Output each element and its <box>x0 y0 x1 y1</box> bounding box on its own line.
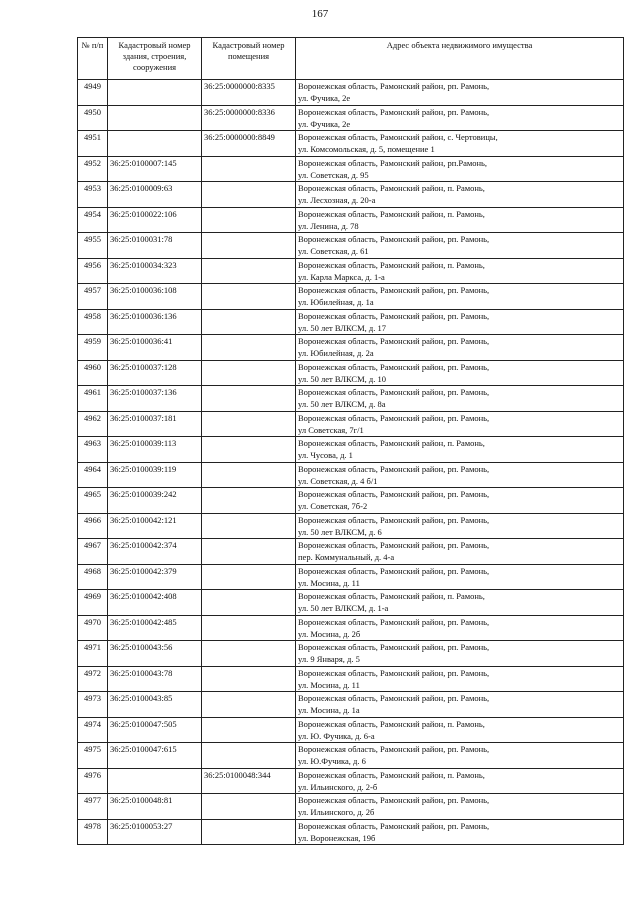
row-number-cell: 4959 <box>78 335 108 361</box>
address-cell <box>296 513 624 539</box>
address-line-region: Воронежская область, Рамонский район, рп. Рамонь, <box>298 565 490 576</box>
premises-cadastral-cell <box>202 386 296 412</box>
address-line-street: ул. Советская, д. 61 <box>298 246 369 256</box>
row-number-cell: 4950 <box>78 105 108 131</box>
building-cadastral-cell: 36:25:0100031:78 <box>108 233 202 259</box>
address-line-region: Воронежская область, Рамонский район, рп. Рамонь, <box>298 642 490 652</box>
address-cell <box>296 564 624 590</box>
building-cadastral-cell: 36:25:0100042:485 <box>108 615 202 641</box>
premises-cadastral-cell <box>202 488 296 514</box>
address-cell <box>296 462 624 488</box>
building-cadastral-cell: 36:25:0100009:63 <box>108 182 202 208</box>
premises-cadastral-cell <box>202 335 296 361</box>
row-number-cell: 4954 <box>78 207 108 233</box>
row-number-cell: 4961 <box>78 386 108 412</box>
row-number-cell: 4958 <box>78 309 108 335</box>
premises-cadastral-cell: 36:25:0000000:8335 <box>202 80 296 106</box>
address-line-street: ул. Ильинского, д. 2-б <box>298 781 378 792</box>
address-line-region: Воронежская область, Рамонский район, п. Рамонь, <box>298 769 485 780</box>
building-cadastral-cell: 36:25:0100039:113 <box>108 437 202 463</box>
premises-cadastral-cell <box>202 590 296 616</box>
building-cadastral-cell: 36:25:0100042:408 <box>108 590 202 616</box>
table-row <box>78 386 624 412</box>
address-cell <box>296 105 624 131</box>
building-cadastral-cell: 36:25:0100043:56 <box>108 641 202 667</box>
address-line-street: ул. Чусова, д. 1 <box>298 450 353 460</box>
table-row <box>78 309 624 335</box>
row-number-cell: 4953 <box>78 182 108 208</box>
address-line-street: ул. 50 лет ВЛКСМ, д. 1-а <box>298 603 389 613</box>
address-cell <box>296 590 624 616</box>
address-line-street: ул. Мосина, д. 11 <box>298 679 360 690</box>
table-row <box>78 462 624 488</box>
building-cadastral-cell: 36:25:0100037:136 <box>108 386 202 412</box>
table-row <box>78 207 624 233</box>
table-row <box>78 641 624 667</box>
building-cadastral-cell: 36:25:0100042:379 <box>108 564 202 590</box>
address-cell <box>296 743 624 769</box>
row-number-cell: 4972 <box>78 666 108 692</box>
table-row <box>78 513 624 539</box>
address-line-street: ул Советская, 7г/1 <box>298 424 364 435</box>
address-line-region: Воронежская область, Рамонский район, п. Рамонь, <box>298 718 485 729</box>
address-line-street: ул. Воронежская, 19б <box>298 832 376 843</box>
premises-cadastral-cell <box>202 819 296 845</box>
row-number-cell: 4969 <box>78 590 108 616</box>
building-cadastral-cell <box>108 105 202 131</box>
premises-cadastral-cell <box>202 564 296 590</box>
address-line-region: Воронежская область, Рамонский район, рп. Рамонь, <box>298 387 490 397</box>
premises-cadastral-cell <box>202 411 296 437</box>
address-cell <box>296 360 624 386</box>
address-cell <box>296 666 624 692</box>
address-cell <box>296 488 624 514</box>
table-row <box>78 156 624 182</box>
address-line-region: Воронежская область, Рамонский район, рп. Рамонь, <box>298 540 490 550</box>
table-row <box>78 590 624 616</box>
building-cadastral-cell: 36:25:0100047:505 <box>108 717 202 743</box>
premises-cadastral-cell <box>202 207 296 233</box>
address-line-street: ул. Советская, д. 95 <box>298 169 369 180</box>
address-line-street: ул. Комсомольская, д. 5, помещение 1 <box>298 144 435 154</box>
row-number-cell: 4968 <box>78 564 108 590</box>
table-row <box>78 437 624 463</box>
premises-cadastral-cell <box>202 743 296 769</box>
row-number-cell: 4960 <box>78 360 108 386</box>
premises-cadastral-cell <box>202 794 296 820</box>
premises-cadastral-cell <box>202 182 296 208</box>
building-cadastral-cell: 36:25:0100037:128 <box>108 360 202 386</box>
address-line-region: Воронежская область, Рамонский район, с. Чертовицы, <box>298 132 498 142</box>
address-cell <box>296 258 624 284</box>
address-line-street: ул. Советская, 7б-2 <box>298 501 368 511</box>
address-line-region: Воронежская область, Рамонский район, рп. Рамонь, <box>298 795 490 805</box>
table-header-row <box>78 38 624 80</box>
table-row <box>78 258 624 284</box>
header-address: Адрес объекта недвижимого имущества <box>296 38 624 80</box>
row-number-cell: 4967 <box>78 539 108 565</box>
table-row <box>78 360 624 386</box>
header-premises-cadastral: Кадастровый номер помещения <box>202 38 296 80</box>
building-cadastral-cell: 36:25:0100039:242 <box>108 488 202 514</box>
address-line-street: ул. 50 лет ВЛКСМ, д. 6 <box>298 526 382 537</box>
address-line-street: ул. Ильинского, д. 2б <box>298 807 375 817</box>
address-cell <box>296 437 624 463</box>
address-line-region: Воронежская область, Рамонский район, п. Рамонь, <box>298 208 485 219</box>
address-line-region: Воронежская область, Рамонский район, п. Рамонь, <box>298 183 485 193</box>
building-cadastral-cell: 36:25:0100053:27 <box>108 819 202 845</box>
address-cell <box>296 768 624 794</box>
table-row <box>78 539 624 565</box>
address-line-street: пер. Коммунальный, д. 4-а <box>298 552 395 562</box>
address-line-region: Воронежская область, Рамонский район, рп. Рамонь, <box>298 463 490 474</box>
building-cadastral-cell: 36:25:0100042:121 <box>108 513 202 539</box>
row-number-cell: 4949 <box>78 80 108 106</box>
row-number-cell: 4956 <box>78 258 108 284</box>
address-cell <box>296 615 624 641</box>
building-cadastral-cell: 36:25:0100007:145 <box>108 156 202 182</box>
address-line-region: Воронежская область, Рамонский район, рп. Рамонь, <box>298 820 490 831</box>
address-line-region: Воронежская область, Рамонский район, п. Рамонь, <box>298 591 485 601</box>
address-line-region: Воронежская область, Рамонский район, п. Рамонь, <box>298 259 485 270</box>
table-row <box>78 131 624 157</box>
address-cell <box>296 284 624 310</box>
building-cadastral-cell <box>108 131 202 157</box>
address-line-region: Воронежская область, Рамонский район, рп. Рамонь, <box>298 693 490 703</box>
address-cell <box>296 156 624 182</box>
address-cell <box>296 794 624 820</box>
table-row <box>78 564 624 590</box>
premises-cadastral-cell <box>202 615 296 641</box>
table-row <box>78 768 624 794</box>
premises-cadastral-cell <box>202 309 296 335</box>
row-number-cell: 4977 <box>78 794 108 820</box>
address-line-region: Воронежская область, Рамонский район, рп. Рамонь, <box>298 514 490 525</box>
page-number: 167 <box>311 8 329 20</box>
row-number-cell: 4962 <box>78 411 108 437</box>
building-cadastral-cell: 36:25:0100022:106 <box>108 207 202 233</box>
address-cell <box>296 335 624 361</box>
address-line-region: Воронежская область, Рамонский район, рп.Рамонь, <box>298 157 488 168</box>
premises-cadastral-cell <box>202 462 296 488</box>
building-cadastral-cell: 36:25:0100036:108 <box>108 284 202 310</box>
address-cell <box>296 539 624 565</box>
premises-cadastral-cell: 36:25:0000000:8336 <box>202 105 296 131</box>
address-line-region: Воронежская область, Рамонский район, рп. Рамонь, <box>298 489 490 499</box>
address-cell <box>296 207 624 233</box>
header-num: № п/п <box>78 38 108 80</box>
address-line-region: Воронежская область, Рамонский район, п. Рамонь, <box>298 438 485 448</box>
address-cell <box>296 411 624 437</box>
building-cadastral-cell <box>108 80 202 106</box>
row-number-cell: 4970 <box>78 615 108 641</box>
table-row <box>78 819 624 845</box>
header-building-cadastral: Кадастровый номер здания, строения, сооружения <box>108 38 202 80</box>
premises-cadastral-cell <box>202 539 296 565</box>
premises-cadastral-cell: 36:25:0000000:8849 <box>202 131 296 157</box>
address-line-region: Воронежская область, Рамонский район, рп. Рамонь, <box>298 361 490 372</box>
table-row <box>78 284 624 310</box>
row-number-cell: 4963 <box>78 437 108 463</box>
address-line-street: ул. Фучика, 2е <box>298 93 351 103</box>
row-number-cell: 4965 <box>78 488 108 514</box>
address-line-street: ул. Мосина, д. 1а <box>298 705 360 715</box>
building-cadastral-cell: 36:25:0100048:81 <box>108 794 202 820</box>
building-cadastral-cell <box>108 768 202 794</box>
building-cadastral-cell: 36:25:0100034:323 <box>108 258 202 284</box>
table-row <box>78 488 624 514</box>
building-cadastral-cell: 36:25:0100042:374 <box>108 539 202 565</box>
address-cell <box>296 80 624 106</box>
table-row <box>78 335 624 361</box>
table-row <box>78 615 624 641</box>
premises-cadastral-cell <box>202 360 296 386</box>
property-register-table <box>77 37 624 845</box>
address-cell <box>296 819 624 845</box>
address-line-street: ул. 50 лет ВЛКСМ, д. 17 <box>298 322 386 333</box>
address-cell <box>296 692 624 718</box>
address-cell <box>296 309 624 335</box>
address-cell <box>296 386 624 412</box>
address-line-region: Воронежская область, Рамонский район, рп. Рамонь, <box>298 285 490 295</box>
address-line-region: Воронежская область, Рамонский район, рп. Рамонь, <box>298 616 490 627</box>
building-cadastral-cell: 36:25:0100037:181 <box>108 411 202 437</box>
address-line-street: ул. Ю. Фучика, д. 6-а <box>298 730 375 741</box>
table-row <box>78 717 624 743</box>
row-number-cell: 4966 <box>78 513 108 539</box>
row-number-cell: 4975 <box>78 743 108 769</box>
address-cell <box>296 233 624 259</box>
row-number-cell: 4971 <box>78 641 108 667</box>
address-line-street: ул. Мосина, д. 11 <box>298 577 360 588</box>
premises-cadastral-cell <box>202 284 296 310</box>
address-cell <box>296 131 624 157</box>
premises-cadastral-cell <box>202 641 296 667</box>
row-number-cell: 4955 <box>78 233 108 259</box>
table-row <box>78 105 624 131</box>
address-cell <box>296 641 624 667</box>
address-line-street: ул. Карла Маркса, д. 1-а <box>298 271 385 282</box>
address-line-street: ул. Мосина, д. 2б <box>298 628 361 639</box>
address-line-region: Воронежская область, Рамонский район, рп. Рамонь, <box>298 106 490 117</box>
address-line-region: Воронежская область, Рамонский район, рп. Рамонь, <box>298 81 490 91</box>
address-line-street: ул. Юбилейная, д. 1а <box>298 297 374 307</box>
address-line-street: ул. Ленина, д. 78 <box>298 220 359 231</box>
address-line-region: Воронежская область, Рамонский район, рп. Рамонь, <box>298 336 490 346</box>
premises-cadastral-cell <box>202 513 296 539</box>
address-cell <box>296 717 624 743</box>
address-line-street: ул. 50 лет ВЛКСМ, д. 8а <box>298 399 386 409</box>
address-line-street: ул. Юбилейная, д. 2а <box>298 348 374 358</box>
row-number-cell: 4951 <box>78 131 108 157</box>
address-line-region: Воронежская область, Рамонский район, рп. Рамонь, <box>298 310 490 321</box>
address-line-region: Воронежская область, Рамонский район, рп. Рамонь, <box>298 667 490 678</box>
table-row <box>78 80 624 106</box>
address-line-street: ул. Ю.Фучика, д. 6 <box>298 756 366 766</box>
table-row <box>78 666 624 692</box>
address-line-street: ул. Лесхозная, д. 20-а <box>298 195 376 205</box>
table-row <box>78 692 624 718</box>
row-number-cell: 4952 <box>78 156 108 182</box>
premises-cadastral-cell <box>202 156 296 182</box>
building-cadastral-cell: 36:25:0100039:119 <box>108 462 202 488</box>
address-line-street: ул. Фучика, 2е <box>298 118 351 129</box>
row-number-cell: 4973 <box>78 692 108 718</box>
address-line-region: Воронежская область, Рамонский район, рп. Рамонь, <box>298 234 490 244</box>
building-cadastral-cell: 36:25:0100043:78 <box>108 666 202 692</box>
address-line-region: Воронежская область, Рамонский район, рп. Рамонь, <box>298 412 490 423</box>
row-number-cell: 4978 <box>78 819 108 845</box>
premises-cadastral-cell <box>202 437 296 463</box>
row-number-cell: 4976 <box>78 768 108 794</box>
address-line-street: ул. Советская, д. 4 б/1 <box>298 475 378 486</box>
table-row <box>78 743 624 769</box>
building-cadastral-cell: 36:25:0100036:41 <box>108 335 202 361</box>
premises-cadastral-cell <box>202 666 296 692</box>
premises-cadastral-cell <box>202 233 296 259</box>
address-line-region: Воронежская область, Рамонский район, рп. Рамонь, <box>298 744 490 754</box>
row-number-cell: 4964 <box>78 462 108 488</box>
row-number-cell: 4974 <box>78 717 108 743</box>
table-row <box>78 411 624 437</box>
premises-cadastral-cell <box>202 258 296 284</box>
address-line-street: ул. 9 Января, д. 5 <box>298 654 360 664</box>
building-cadastral-cell: 36:25:0100036:136 <box>108 309 202 335</box>
row-number-cell: 4957 <box>78 284 108 310</box>
premises-cadastral-cell <box>202 692 296 718</box>
premises-cadastral-cell <box>202 717 296 743</box>
table-row <box>78 233 624 259</box>
building-cadastral-cell: 36:25:0100047:615 <box>108 743 202 769</box>
address-line-street: ул. 50 лет ВЛКСМ, д. 10 <box>298 373 386 384</box>
building-cadastral-cell: 36:25:0100043:85 <box>108 692 202 718</box>
address-cell <box>296 182 624 208</box>
premises-cadastral-cell: 36:25:0100048:344 <box>202 768 296 794</box>
table-row <box>78 794 624 820</box>
table-row <box>78 182 624 208</box>
